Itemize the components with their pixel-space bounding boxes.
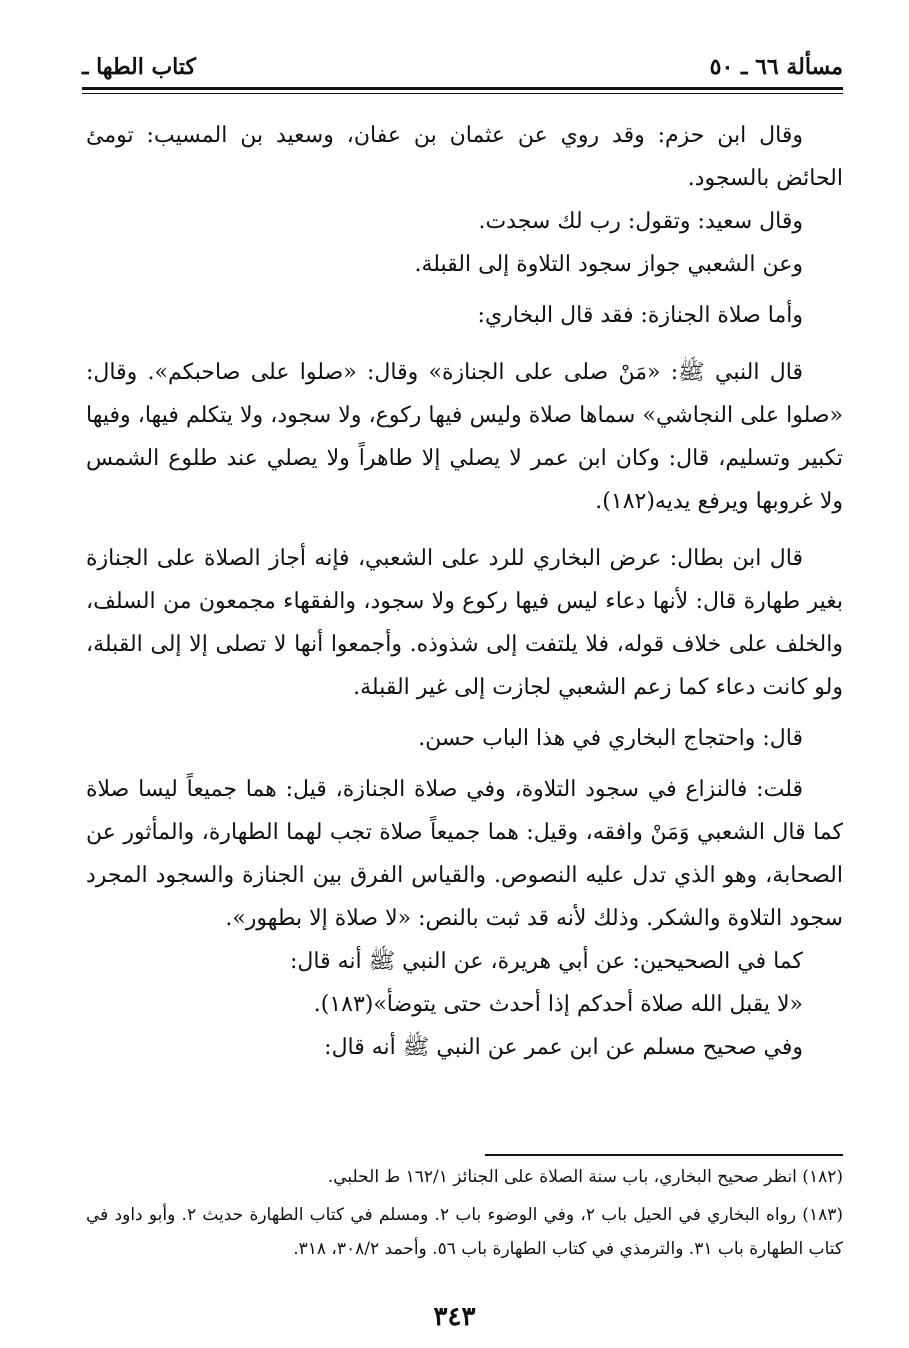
paragraph: وفي صحيح مسلم عن ابن عمر عن النبي ﷺ أنه قال: bbox=[324, 1035, 803, 1060]
footnote-182: (١٨٢) انظر صحيح البخاري، باب سنة الصلاة على الجنائز ١٦٢/١ ط الحلبي. bbox=[327, 1167, 843, 1187]
paragraph: وقال ابن حزم: وقد روي عن عثمان بن عفان، وسعيد بن المسيب: تومئ الحائض بالسجود. bbox=[86, 123, 843, 191]
page-number: ٣٤٣ bbox=[433, 1302, 476, 1332]
header-rule-thick bbox=[82, 87, 843, 90]
footnote-rule bbox=[485, 1154, 843, 1156]
paragraph: كما في الصحيحين: عن أبي هريرة، عن النبي ﷺ أنه قال: bbox=[289, 949, 803, 974]
footnotes bbox=[86, 1160, 843, 1266]
paragraph: قال النبي ﷺ: «مَنْ صلى على الجنازة» وقال: «صلوا على صاحبكم». وقال: «صلوا على النجاشي» سماها صلاة وليس فيها ركوع، ولا سجود، ولا يتكلم فيها، وفيها تكبير وتسليم، قال: وكان ابن عمر لا يصلي إلا طاهراً ولا يصلي عند طلوع الشمس ولا غروبها ويرفع يديه(١٨٢). bbox=[86, 360, 843, 514]
paragraph: قال ابن بطال: عرض البخاري للرد على الشعبي، فإنه أجاز الصلاة على الجنازة بغير طهارة قال: لأنها دعاء ليس فيها ركوع ولا سجود، والفقهاء مجمعون من السلف، والخلف على خلاف قوله، فلا يلتفت إلى شذوذه. وأجمعوا أنها لا تصلى إلا إلى القبلة، ولو كانت دعاء كما زعم الشعبي لجازت إلى غير القبلة. bbox=[86, 546, 843, 700]
header-rule-thin bbox=[82, 93, 843, 94]
footnote-183: (١٨٣) رواه البخاري في الحيل باب ٢، وفي الوضوء باب ٢. ومسلم في كتاب الطهارة حديث ٢. وأبو داود في كتاب الطهارة باب ٣١. والترمذي في كتاب الطهارة باب ٥٦. وأحمد ٣٠٨/٢، ٣١٨. bbox=[86, 1205, 843, 1259]
running-header bbox=[82, 50, 843, 92]
main-text bbox=[86, 114, 843, 1069]
paragraph: وعن الشعبي جواز سجود التلاوة إلى القبلة. bbox=[414, 252, 803, 277]
header-section-title: مسألة ٦٦ ـ ٥٠ bbox=[709, 54, 843, 80]
paragraph: قلت: فالنزاع في سجود التلاوة، وفي صلاة الجنازة، قيل: هما جميعاً ليسا صلاة كما قال الشعبي وَمَنْ وافقه، وقيل: هما جميعاً صلاة تجب لهما الطهارة، والمأثور عن الصحابة، وهو الذي تدل عليه النصوص. والقياس الفرق بين الجنازة والسجود المجرد سجود التلاوة والشكر. وذلك لأنه قد ثبت بالنص: «لا صلاة إلا بطهور». bbox=[86, 777, 843, 931]
header-book-title: كتاب الطها ـ bbox=[82, 54, 196, 80]
paragraph: وأما صلاة الجنازة: فقد قال البخاري: bbox=[477, 303, 803, 328]
paragraph: قال: واحتجاج البخاري في هذا الباب حسن. bbox=[418, 726, 803, 751]
paragraph: وقال سعيد: وتقول: رب لك سجدت. bbox=[478, 209, 803, 234]
quote: «لا يقبل الله صلاة أحدكم إذا أحدث حتى يتوضأ»(١٨٣). bbox=[313, 992, 803, 1017]
